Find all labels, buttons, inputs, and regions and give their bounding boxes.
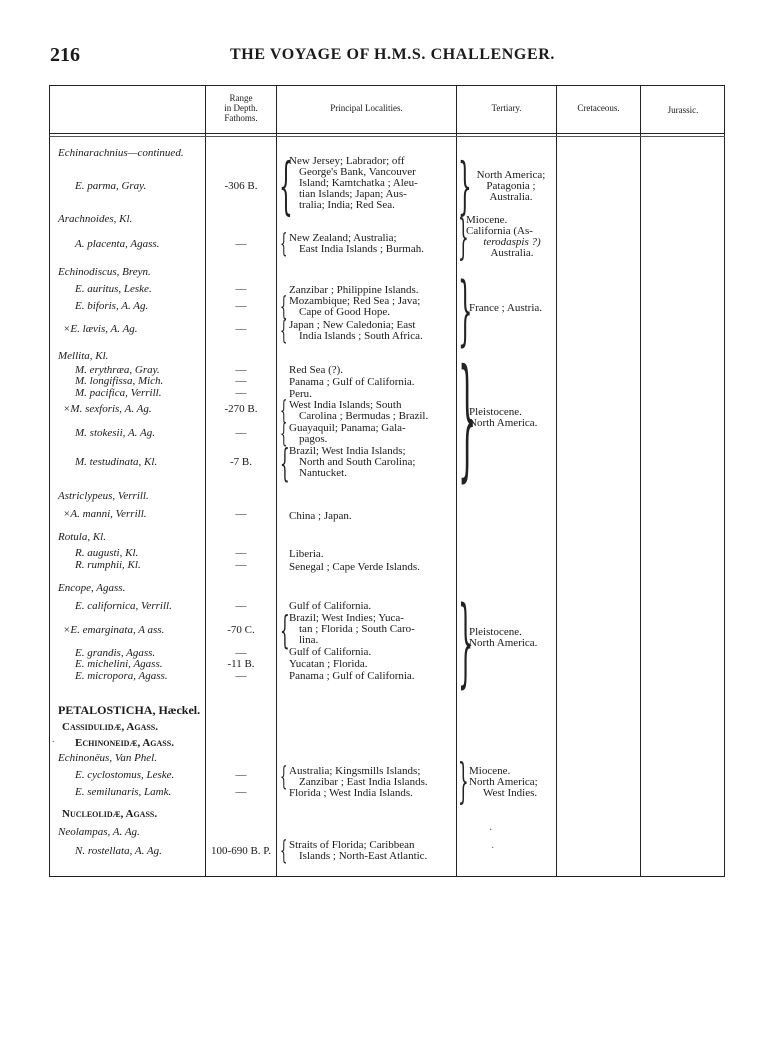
species-name: ×E. lævis, A. Ag.: [63, 323, 138, 335]
localities: Brazil; West India Islands; North and South Carolina; Nantucket.: [289, 445, 416, 479]
localities: Gulf of California.: [289, 600, 372, 612]
brace-icon: {: [279, 149, 293, 222]
page-header: [0, 44, 776, 68]
species-name: M. testudinata, Kl.: [75, 456, 158, 468]
brace-icon: {: [280, 441, 290, 485]
jurassic-column-header: Jurassic.: [667, 105, 699, 115]
range-value: -270 B.: [224, 403, 258, 415]
column-divider: [456, 85, 457, 877]
range-value: —: [235, 364, 247, 376]
localities: West India Islands; South Carolina ; Bermudas ; Brazil.: [289, 399, 429, 422]
species-name: N. rostellata, A. Ag.: [75, 845, 162, 857]
tertiary-record: France ; Austria.: [469, 302, 543, 314]
species-name: E. michelini, Agass.: [75, 658, 163, 670]
running-title: THE VOYAGE OF H.M.S. CHALLENGER.: [230, 46, 556, 63]
range-value: -7 B.: [230, 456, 252, 468]
species-name: E. parma, Gray.: [75, 180, 147, 192]
column-divider: [276, 85, 277, 877]
localities: Mozambique; Red Sea ; Java; Cape of Good Hope.: [289, 295, 421, 318]
range-value: -70 C.: [227, 624, 255, 636]
header-rule: [49, 136, 725, 137]
range-value: —: [235, 375, 247, 387]
species-name: R. rumphii, Kl.: [75, 559, 141, 571]
species-name: ×E. emarginata, A ass.: [63, 624, 165, 636]
localities: Straits of Florida; Caribbean Islands ; North-East Atlantic.: [289, 839, 428, 862]
localities: Liberia.: [289, 548, 324, 560]
family-heading: Echinoneidæ, Agass.: [75, 737, 174, 749]
range-value: —: [235, 600, 247, 612]
brace-icon: {: [280, 316, 288, 346]
localities: Australia; Kingsmills Islands; Zanzibar ; East India Islands.: [289, 765, 428, 788]
localities: Peru.: [289, 388, 312, 400]
genus-heading: Neolampas, A. Ag.: [58, 826, 140, 838]
tertiary-record: Pleistocene. North America.: [469, 406, 538, 429]
print-mark: .: [52, 734, 55, 745]
print-mark: ·: [491, 843, 495, 854]
localities: New Jersey; Labrador; off George's Bank, Vancouver Island; Kamtchatka ; Aleu- tian Islands; Japan; Aus- tralia; India; Red Sea.: [289, 155, 418, 211]
brace-icon: {: [280, 608, 290, 652]
range-value: —: [235, 427, 247, 439]
localities: China ; Japan.: [289, 510, 352, 522]
brace-icon: {: [280, 292, 288, 322]
range-value: —: [235, 238, 247, 250]
range-value: -306 B.: [224, 180, 258, 192]
species-name: M. pacifica, Verrill.: [75, 387, 162, 399]
range-value: —: [235, 769, 247, 781]
genus-heading: Echinarachnius—continued.: [58, 147, 184, 159]
species-name: E. semilunaris, Lamk.: [75, 786, 172, 798]
range-value: —: [235, 559, 247, 571]
genus-heading: Echinonëus, Van Phel.: [58, 752, 157, 764]
range-value: -11 B.: [227, 658, 255, 670]
brace-icon: }: [458, 753, 469, 809]
genus-heading: Rotula, Kl.: [58, 531, 106, 543]
tertiary-record: Miocene. California (As- terodaspis ?) Australia.: [466, 214, 541, 259]
cretaceous-column-header: Cretaceous.: [577, 103, 620, 113]
range-value: —: [235, 647, 247, 659]
tertiary-column-header: Tertiary.: [491, 103, 522, 113]
range-value: —: [235, 786, 247, 798]
tertiary-record: Miocene. North America; West Indies.: [469, 765, 538, 799]
brace-icon: {: [280, 396, 288, 426]
localities-column-header: Principal Localities.: [330, 103, 403, 113]
range-value: —: [235, 300, 247, 312]
genus-heading: Astriclypeus, Verrill.: [58, 490, 149, 502]
localities: Florida ; West India Islands.: [289, 787, 413, 799]
localities: Brazil; West Indies; Yuca- tan ; Florida ; South Caro- lina.: [289, 612, 415, 646]
species-name: E. auritus, Leske.: [75, 283, 152, 295]
range-value: —: [235, 670, 247, 682]
tertiary-record: Pleistocene. North America.: [469, 626, 538, 649]
species-name: M. longifissa, Mich.: [75, 375, 164, 387]
localities: Japan ; New Caledonia; East India Islands ; South Africa.: [289, 319, 423, 342]
tertiary-record: North America; Patagonia ; Australia.: [476, 169, 546, 203]
brace-icon: }: [458, 265, 473, 354]
column-divider: [556, 85, 557, 877]
localities: Senegal ; Cape Verde Islands.: [289, 561, 420, 573]
species-name: M. erythræa, Gray.: [75, 364, 160, 376]
localities: Gulf of California.: [289, 646, 372, 658]
localities: Yucatan ; Florida.: [289, 658, 368, 670]
range-value: —: [235, 508, 247, 520]
range-value: 100-690 B. P.: [211, 845, 271, 857]
species-name: ×M. sexforis, A. Ag.: [63, 403, 152, 415]
range-value: —: [235, 387, 247, 399]
brace-icon: }: [458, 149, 472, 222]
species-name: ×A. manni, Verrill.: [63, 508, 147, 520]
genus-heading: Encope, Agass.: [58, 582, 126, 594]
column-divider: [640, 85, 641, 877]
brace-icon: {: [280, 229, 288, 259]
print-mark: ·: [489, 825, 493, 836]
localities: Red Sea (?).: [289, 364, 344, 376]
genus-heading: Arachnoides, Kl.: [58, 213, 133, 225]
family-heading: Nucleolidæ, Agass.: [62, 808, 158, 820]
species-name: R. augusti, Kl.: [75, 547, 139, 559]
header-rule: [49, 133, 725, 134]
family-heading: Cassidulidæ, Agass.: [62, 721, 158, 733]
genus-heading: Mellita, Kl.: [58, 350, 109, 362]
brace-icon: }: [458, 209, 469, 265]
localities: Panama ; Gulf of California.: [289, 670, 415, 682]
species-name: E. californica, Verrill.: [75, 600, 172, 612]
species-name: M. stokesii, A. Ag.: [75, 427, 155, 439]
genus-heading: Echinodiscus, Breyn.: [58, 266, 151, 278]
page-number: 216: [50, 44, 80, 66]
range-value: —: [235, 283, 247, 295]
localities: Zanzibar ; Philippine Islands.: [289, 284, 419, 296]
order-heading: PETALOSTICHA, Hæckel.: [58, 703, 201, 717]
species-name: E. biforis, A. Ag.: [75, 300, 149, 312]
species-name: E. grandis, Agass.: [75, 647, 156, 659]
brace-icon: }: [458, 341, 477, 495]
range-column-header: Range in Depth. Fathoms.: [224, 93, 258, 123]
species-name: E. cyclostomus, Leske.: [75, 769, 175, 781]
range-value: —: [235, 323, 247, 335]
brace-icon: }: [458, 586, 474, 698]
brace-icon: {: [280, 419, 288, 449]
brace-icon: {: [280, 836, 288, 866]
brace-icon: {: [280, 762, 288, 792]
localities: New Zealand; Australia; East India Islands ; Burmah.: [289, 232, 424, 255]
species-name: E. micropora, Agass.: [75, 670, 168, 682]
species-name: A. placenta, Agass.: [75, 238, 160, 250]
range-value: —: [235, 547, 247, 559]
localities: Panama ; Gulf of California.: [289, 376, 415, 388]
column-divider: [205, 85, 206, 877]
localities: Guayaquil; Panama; Gala- pagos.: [289, 422, 406, 445]
